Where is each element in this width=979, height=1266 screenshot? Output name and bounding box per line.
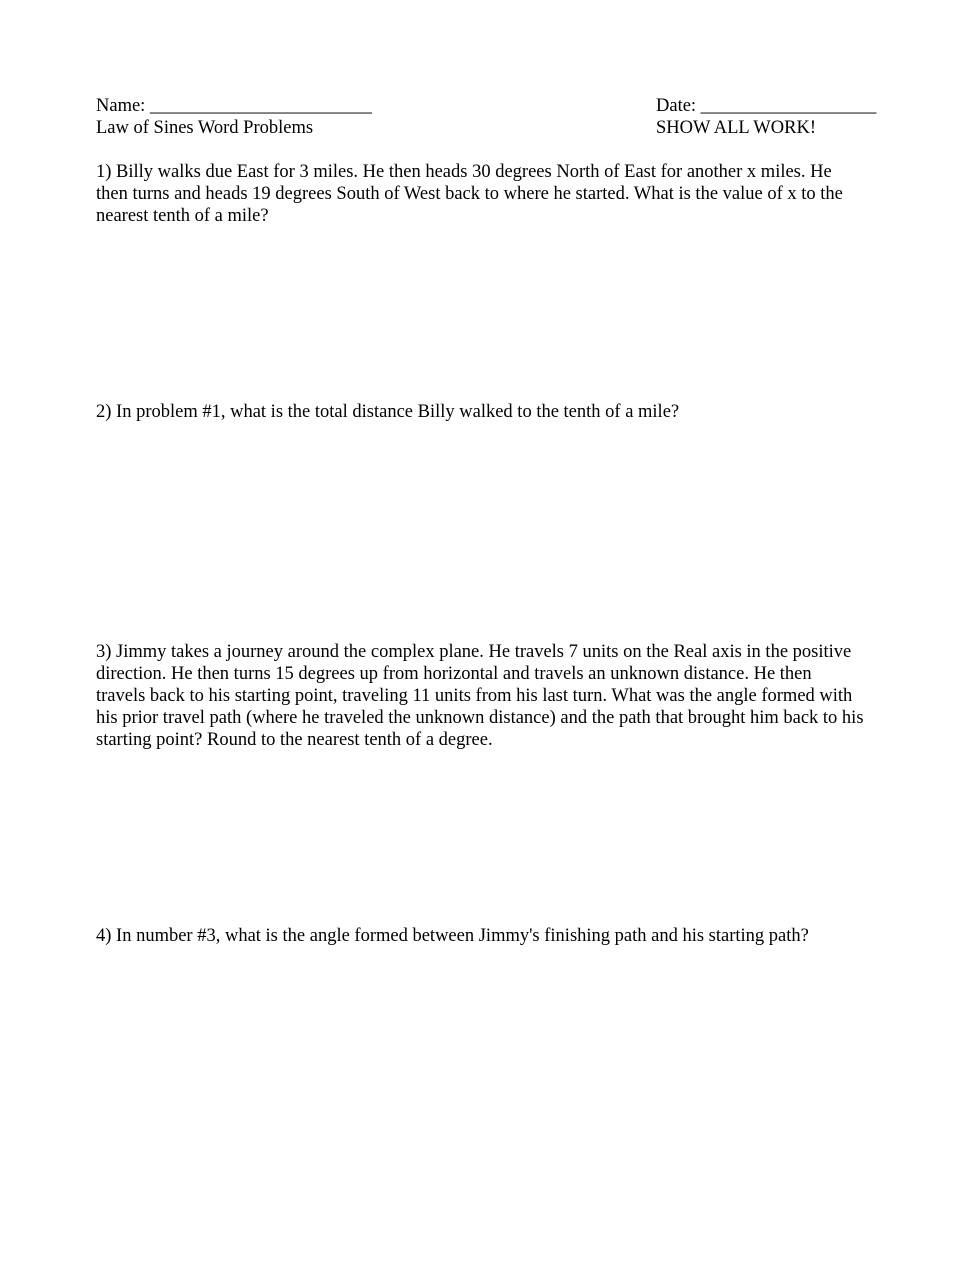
problem-1-line-2: then turns and heads 19 degrees South of West back to where he started. What is the value of x to the [96,184,843,204]
problem-1-line-3: nearest tenth of a mile? [96,206,269,226]
problem-3 [96,641,896,751]
problem-3-line-3: travels back to his starting point, traveling 11 units from his last turn. What was the angle formed with [96,686,853,706]
problem-3-line-2: direction. He then turns 15 degrees up from horizontal and travels an unknown distance. He then [96,664,812,684]
instruction-text: SHOW ALL WORK! [656,118,816,138]
problem-4 [96,925,896,947]
problem-1-line-1: 1) Billy walks due East for 3 miles. He then heads 30 degrees North of East for another x miles. He [96,162,832,182]
problem-1 [96,161,896,227]
problem-3-line-4: his prior travel path (where he traveled the unknown distance) and the path that brought him back to his [96,708,864,728]
name-field-label[interactable]: Name: ________________________ [96,96,372,116]
problem-2-line-1: 2) In problem #1, what is the total distance Billy walked to the tenth of a mile? [96,402,680,422]
worksheet-title: Law of Sines Word Problems [96,118,314,138]
problem-3-line-1: 3) Jimmy takes a journey around the complex plane. He travels 7 units on the Real axis in the positive [96,642,852,662]
problem-2 [96,401,896,423]
date-field-label[interactable]: Date: ___________________ [656,96,877,116]
problem-3-line-5: starting point? Round to the nearest tenth of a degree. [96,730,493,750]
problem-4-line-1: 4) In number #3, what is the angle formed between Jimmy's finishing path and his starting path? [96,926,809,946]
